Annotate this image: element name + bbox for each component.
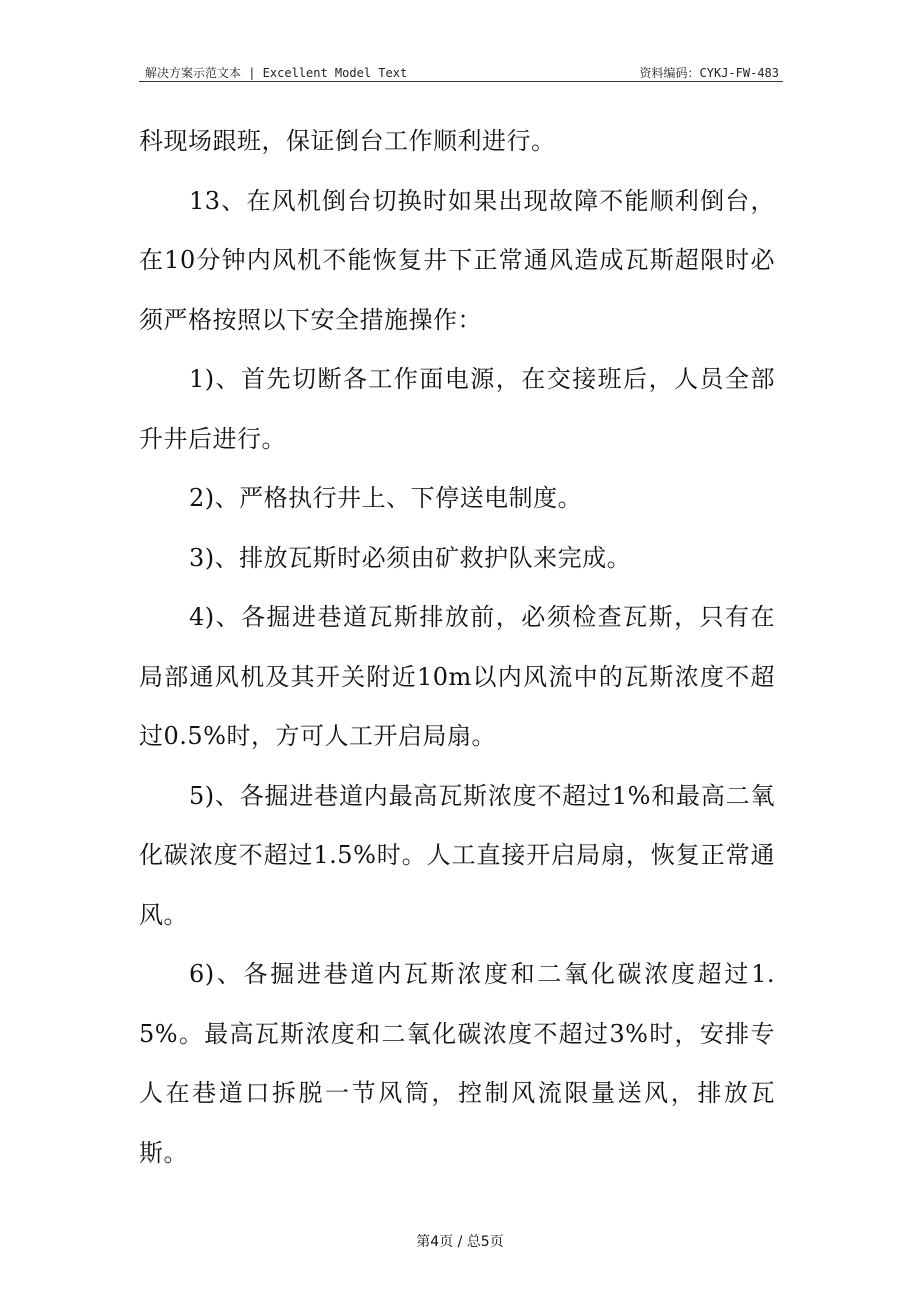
paragraph-step-1: 1)、首先切断各工作面电源，在交接班后，人员全部升井后进行。: [139, 365, 775, 453]
paragraph-item-13: 13、在风机倒台切换时如果出现故障不能顺利倒台，在10分钟内风机不能恢复井下正常通风造成瓦斯超限时必须严格按照以下安全措施操作：: [139, 186, 775, 334]
document-code: 资料编码：CYKJ-FW-483: [639, 66, 779, 80]
paragraph-step-6: 6)、各掘进巷道内瓦斯浓度和二氧化碳浓度超过1.5%。最高瓦斯浓度和二氧化碳浓度不超过3%时，安排专人在巷道口拆脱一节风筒，控制风流限量送风，排放瓦斯。: [139, 960, 775, 1167]
document-body: [139, 112, 775, 1183]
header-title: 解决方案示范文本 | Excellent Model Text: [145, 66, 408, 80]
header-divider: [139, 81, 783, 82]
paragraph-step-4: 4)、各掘进巷道瓦斯排放前，必须检查瓦斯，只有在局部通风机及其开关附近10m以内风流中的瓦斯浓度不超过0.5%时，方可人工开启局扇。: [139, 603, 775, 750]
paragraph-step-5: 5)、各掘进巷道内最高瓦斯浓度不超过1%和最高二氧化碳浓度不超过1.5%时。人工直接开启局扇，恢复正常通风。: [139, 781, 775, 929]
page-header: [139, 60, 783, 80]
page-footer: [0, 1231, 920, 1251]
page-number: 第4页 / 总5页: [416, 1234, 504, 1250]
paragraph-step-2: 2)、严格执行井上、下停送电制度。: [189, 484, 583, 512]
paragraph-continuation: 科现场跟班，保证倒台工作顺利进行。: [139, 127, 556, 155]
paragraph-step-3: 3)、排放瓦斯时必须由矿救护队来完成。: [189, 543, 632, 572]
